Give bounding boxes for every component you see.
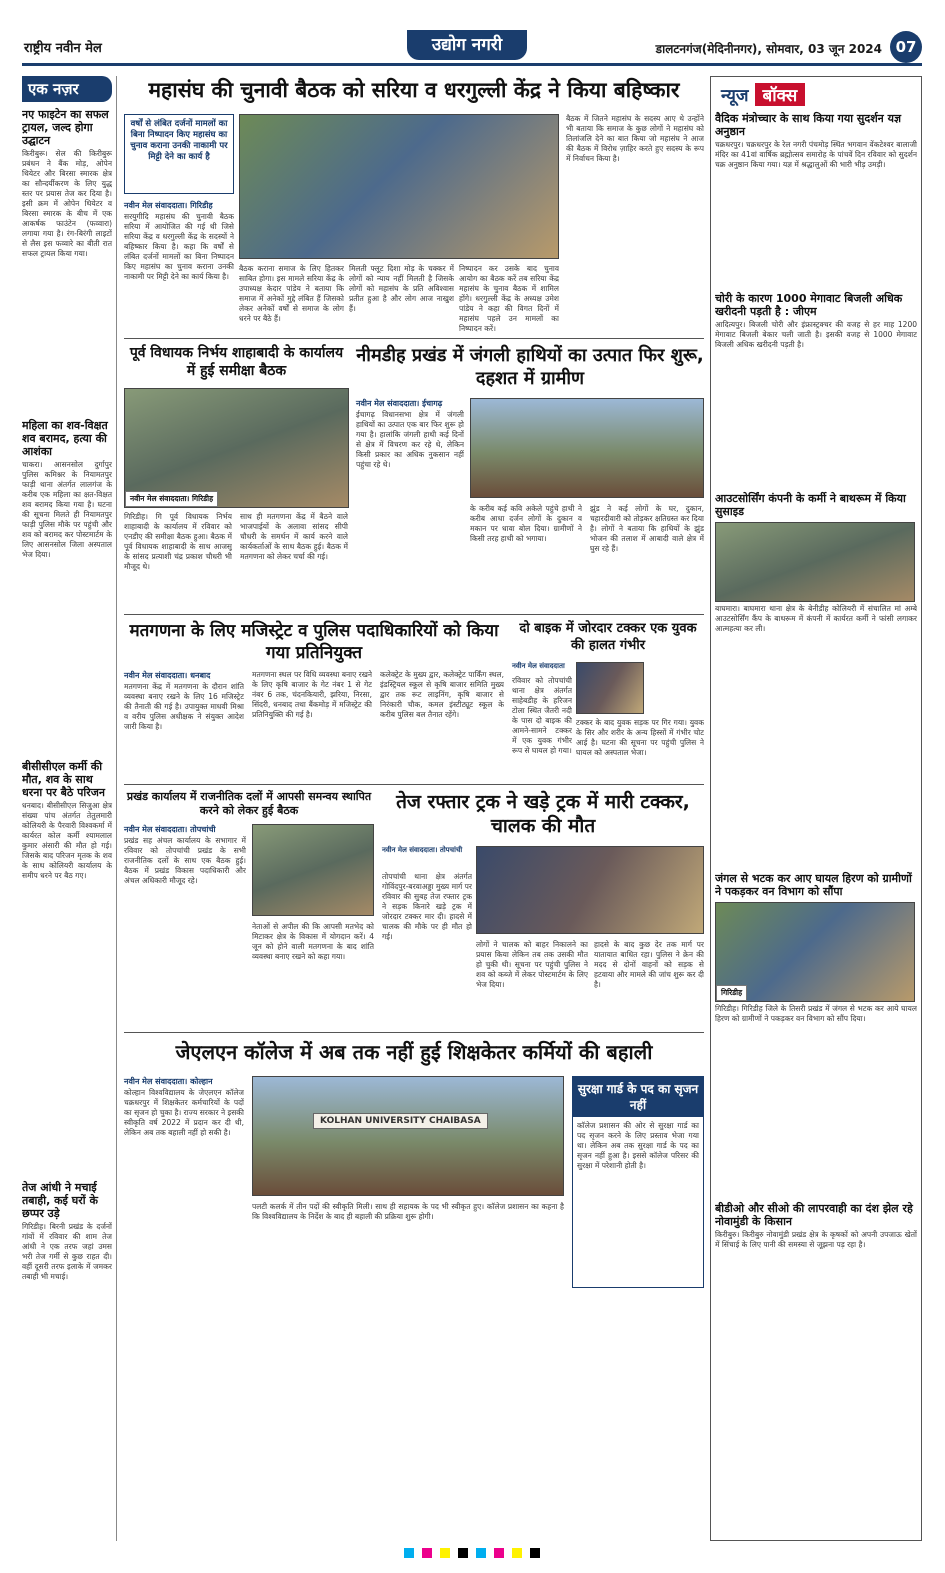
section-title: उद्योग नगरी <box>407 30 527 60</box>
brief-title: नए फाइटेन का सफल ट्रायल, जल्द होगा उद्घाटन <box>22 108 109 147</box>
brief-item <box>22 1181 112 1282</box>
news-item <box>715 487 917 867</box>
story5-photo <box>576 662 644 714</box>
story8-photo <box>252 1076 564 1196</box>
story3-headline: नीमडीह प्रखंड में जंगली हाथियों का उत्पात फिर शुरू, दहशत में ग्रामीण <box>356 345 704 389</box>
story3-photo <box>470 398 704 498</box>
story1-col4: निष्पादन कर उसके बाद चुनाव आयोग का बैठक करें तब सरिया केंद्र महासंघ के चुनाव बैठक में शामिल होंगे। धरगुल्ली केंद्र के अध्यक्ष उमेश पांडेय ने कहा की विगत दिनों में महासंघ पहले उन मामलों का निष्पादन करें। <box>459 264 559 332</box>
cyan-swatch <box>476 1548 486 1558</box>
dateline: डालटनगंज(मेदिनीनगर), सोमवार, 03 जून 2024 <box>655 42 882 56</box>
story4-headline: मतगणना के लिए मजिस्ट्रेट व पुलिस पदाधिकारियों को किया गया प्रतिनियुक्त <box>129 621 499 663</box>
news-box-heading-a: न्यूज <box>721 85 749 106</box>
divider <box>124 338 704 339</box>
story3-col2: के करीब कई कवि अकेले पहुंचे हाथी ने करीब आधा दर्जन लोगों के दुकान व मकान पर धावा बोल दिया। ग्रामीणों ने किसी तरह हाथी को भगाया। <box>470 504 582 543</box>
story2-photo <box>124 388 349 508</box>
story4-byline: नवीन मेल संवाददाता। धनबाद <box>124 671 211 680</box>
news-body: गिरिडीह। गिरिडीह जिले के तिसरी प्रखंड में जंगल से भटक कर आये घायल हिरण को ग्रामीणों ने पकड़कर वन विभाग को सौंप दिया। <box>715 1004 917 1023</box>
story3-col1: ईचागढ़ विधानसभा क्षेत्र में जंगली हाथियों का उत्पात एक बार फिर शुरू हो गया है। हालांकि जंगली हाथी कई दिनों से क्षेत्र में विचरण कर रहे थे, लेकिन किसी प्रकार का अधिक नुकसान नहीं पहुंचा रहे थे। <box>356 410 464 469</box>
story8-headline: जेएलएन कॉलेज में अब तक नहीं हुई शिक्षकेतर कर्मियों की बहाली <box>175 1040 653 1064</box>
news-item <box>715 287 917 487</box>
brand-name: राष्ट्रीय नवीन मेल <box>24 41 102 56</box>
story4-col3: कलेक्ट्रेट के मुख्य द्वार, कलेक्ट्रेट पार्किंग स्थल, इंडस्ट्रियल स्कूल से कृषि बाजार समिति मुख्य द्वार तक रूट लाइनिंग, कृषि बाजार से निरंकारी चौक, कमल इंस्टीट्यूट स्कूल के करीब पुलिस बल तैनात रहेंगे। <box>380 670 504 719</box>
story5-col2: टक्कर के बाद युवक सड़क पर गिर गया। युवक के सिर और शरीर के अन्य हिस्सों में गंभीर चोट आई है। घटना की सूचना पर पहुंची पुलिस ने घायल को अस्पताल भेजा। <box>576 718 704 757</box>
story7-col3: हादसे के बाद कुछ देर तक मार्ग पर यातायात बाधित रहा। पुलिस ने क्रेन की मदद से दोनों वाहनों को सड़क से हटवाया और मामले की जांच शुरू कर दी है। <box>594 940 704 989</box>
news-body: बाघमारा। बाघमारा थाना क्षेत्र के बेनीडीह कोलियरी में संचालित मां अम्बे आउटसोर्सिंग कैंप के बाथरूम में कंपनी में कार्यरत कर्मी ने फांसी लगाकर आत्महत्या कर ली। <box>715 604 917 633</box>
left-column-briefs <box>22 76 117 1541</box>
story1-photo <box>239 114 559 259</box>
story1-headline: महासंघ की चुनावी बैठक को सरिया व धरगुल्ली केंद्र ने किया बहिष्कार <box>148 78 680 102</box>
news-body: आदित्यपुर। बिजली चोरी और इंफ्रास्ट्रक्चर की वजह से हर माह 1200 मेगावाट बिजली बेकार चली जाती है। इसकी वजह से 1000 मेगावाट बिजली अधिक खरीदनी पड़ती है। <box>715 320 917 349</box>
cyan-swatch <box>404 1548 414 1558</box>
brief-item <box>22 419 112 560</box>
story2-body2: साथ ही मतगणना केंद्र में बैठने वाले भाजपाईयों के अलावा सांसद सीपी चौधरी के समर्थन में कार्य करने वाले कार्यकर्ताओं के साथ बैठक हुई। बैठक में मतगणना को लेकर चर्चा की गई। <box>240 512 348 561</box>
news-title: बीडीओ और सीओ की लापरवाही का दंश झेल रहे नोवामुंडी के किसान <box>715 1202 913 1228</box>
story8-byline: नवीन मेल संवाददाता। कोल्हान <box>124 1077 213 1086</box>
story7-photo <box>476 846 704 934</box>
story6-col1: प्रखंड सह अंचल कार्यालय के सभागार में रविवार को तोपचांची प्रखंड के सभी राजनीतिक दलों के साथ एक बैठक हुई। बैठक में प्रखंड विकास पदाधिकारी और अंचल अधिकारी मौजूद रहे। <box>124 836 246 885</box>
story5-headline: दो बाइक में जोरदार टक्कर एक युवक की हालत गंभीर <box>519 621 697 653</box>
brief-title: बीसीसीएल कर्मी की मौत, शव के साथ धरना पर बैठे परिजन <box>22 760 105 799</box>
story6-headline: प्रखंड कार्यालय में राजनीतिक दलों में आपसी समन्वय स्थापित करने को लेकर हुई बैठक <box>126 790 372 817</box>
brief-body: चाकरा। आसनसोल दुर्गापुर पुलिस कमिश्नर के नियामतपुर फाड़ी थाना अंतर्गत लालगंज के करीब एक महिला का क्षत-विक्षत शव बरामद किया गया है। घटना की सूचना मिलते ही नियामतपुर फाड़ी पुलिस मौके पर पहुंची और शव को बरामद कर पोस्टमार्टम के लिए आसनसोल जिला अस्पताल भेज दिया। <box>22 460 112 559</box>
story6-byline: नवीन मेल संवाददाता। तोपचांची <box>124 825 216 834</box>
story3-col3: झुंड ने कई लोगों के घर, दुकान, चहारदीवारी को तोड़कर क्षतिग्रस्त कर दिया है। लोगों ने बताया कि हाथियों के झुंड भोजन की तलाश में आबादी वाले क्षेत्र में घुस रहे हैं। <box>590 504 704 553</box>
brief-title: महिला का शव-विक्षत शव बरामद, हत्या की आशंका <box>22 419 108 458</box>
brief-item <box>22 760 112 881</box>
story8-col2: पलटी कलर्क में तीन पदों की स्वीकृति मिली। साथ ही सहायक के पद भी स्वीकृत हुए। कॉलेज प्रशासन का कहना है कि विश्वविद्यालय के निर्देश के बाद ही बहाली की प्रक्रिया शुरू होगी। <box>252 1202 564 1221</box>
brief-title: तेज आंधी ने मचाई तबाही, कई घरों के छप्पर उड़े <box>22 1181 98 1220</box>
story6-col2: नेताओं से अपील की कि आपसी मतभेद को मिटाकर क्षेत्र के विकास में योगदान करें। 4 जून को होने वाली मतगणना के बाद शांति व्यवस्था बनाए रखने को कहा गया। <box>252 922 374 961</box>
college-sign: KOLHAN UNIVERSITY CHAIBASA <box>313 1113 488 1129</box>
story1-byline: नवीन मेल संवाददाता। गिरिडीह <box>124 201 213 210</box>
story7-col1: तोपचांची थाना क्षेत्र अंतर्गत गोविंदपुर-बरवाअड्डा मुख्य मार्ग पर रविवार की सुबह तेज रफ्तार ट्रक ने सड़क किनारे खड़े ट्रक में जोरदार टक्कर मार दी। हादसे में चालक की मौके पर ही मौत हो गई। <box>382 872 472 941</box>
story5-col1: रविवार को तोपचांची थाना क्षेत्र अंतर्गत साहेबडीह के हरिजन टोला स्थित जैतरी नदी के पास दो बाइक की आमने-सामने टक्कर में एक युवक गंभीर रूप से घायल हो गया। <box>512 676 572 755</box>
newspaper-page <box>22 28 922 1558</box>
page-number: 07 <box>890 31 922 63</box>
story6-photo <box>252 824 374 916</box>
magenta-swatch <box>422 1548 432 1558</box>
news-photo <box>715 902 915 1002</box>
sidebox-body: कॉलेज प्रशासन की ओर से सुरक्षा गार्ड का पद सृजन करने के लिए प्रस्ताव भेजा गया था। लेकिन अब तक सुरक्षा गार्ड के पद का सृजन नहीं हुआ है। इससे कॉलेज परिसर की सुरक्षा में परेशानी होती है। <box>577 1121 699 1170</box>
divider <box>124 784 704 785</box>
news-item <box>715 107 917 287</box>
brief-item <box>22 108 112 259</box>
story7-col2: लोगों ने चालक को बाहर निकालने का प्रयास किया लेकिन तब तक उसकी मौत हो चुकी थी। सूचना पर पहुंची पुलिस ने शव को कब्जे में लेकर पोस्टमार्टम के लिए भेज दिया। <box>476 940 588 989</box>
story2-headline: पूर्व विधायक निर्भय शाहाबादी के कार्यालय में हुई समीक्षा बैठक <box>129 345 344 379</box>
divider <box>124 614 704 615</box>
story2-body1: गिरिडीह। गि पूर्व विधायक निर्भय शाहाबादी के कार्यालय में रविवार को एनडीए की समीक्षा बैठक हुआ। बैठक में पूर्व विधायक शाहाबादी के साथ आजसू के सांसद प्रत्याशी चंद्र प्रकाश चौधरी भी मौजूद थे। <box>124 512 232 571</box>
main-stories <box>124 76 704 1541</box>
news-box-heading <box>715 81 917 107</box>
story7-byline: नवीन मेल संवाददाता। तोपचांची <box>382 846 463 854</box>
news-title: आउटसोर्सिंग कंपनी के कर्मी ने बाथरूम में किया सुसाइड <box>715 492 906 518</box>
news-title: चोरी के कारण 1000 मेगावाट बिजली अधिक खरीदनी पड़ती है : जीएम <box>715 292 903 318</box>
black-swatch <box>530 1548 540 1558</box>
story1-col5: बैठक में जितने महासंघ के सदस्य आए थे उन्होंने भी बताया कि समाज के कुछ लोगों ने महासंघ को तिलांजलि देने का बात किया जो महासंघ ने आज की बैठक में विरोध ज़ाहिर करते हुए सदस्य के रूप में निर्वाचन किया है। <box>566 114 704 163</box>
story3-byline: नवीन मेल संवाददाता। ईचागढ़ <box>356 399 443 408</box>
story7-headline: तेज रफ्तार ट्रक ने खड़े ट्रक में मारी टक्कर, चालक की मौत <box>396 791 690 837</box>
brief-body: किरीबुरू। सेल की किरीबुरू प्रबंधन ने बैंक मोड़, ओपेन थियेटर और बिरसा स्मारक क्षेत्र का सौन्दर्यीकरण के लिए युद्ध स्तर पर प्रयास तेज कर दिया है। इसी क्रम में ओपेन थियेटर व बिरसा स्मारक के बीच में एक आकर्षक फाउंटेन (फव्वारा) लगाया गया है। रंग-बिरंगी लाइटों से लैस इस फव्वारे का बीती रात सफल ट्रायल किया गया। <box>22 149 112 258</box>
printer-color-bar <box>22 1548 922 1558</box>
yellow-swatch <box>512 1548 522 1558</box>
story4-col1: मतगणना केंद्र में मतगणना के दौरान शांति व्यवस्था बनाए रखने के लिए 16 मजिस्ट्रेट की तैनाती की गई है। उपायुक्त माधवी मिश्रा व वरीय पुलिस अधीक्षक ने संयुक्त आदेश जारी किया है। <box>124 682 244 731</box>
story8-sidebox <box>572 1076 704 1288</box>
sidebox-title: सुरक्षा गार्ड के पद का सृजन नहीं <box>573 1077 703 1117</box>
left-column-heading: एक नज़र <box>22 76 112 102</box>
news-body: चक्रधरपुर। चक्रधरपुर के रेल नगरी पंचमोड़ स्थित भगवान वेंकटेश्वर बालाजी मंदिर का 41वां वार्षिक ब्रह्मोत्सव समारोह के पांचवें दिन रविवार को सुदर्शन चक्र अनुष्ठान किया गया। यज्ञ में श्रद्धालुओं की भारी भीड़ उमड़ी। <box>715 140 917 169</box>
brief-body: धनबाद। बीसीसीएल सिजुआ क्षेत्र संख्या पांच अंतर्गत तेतुलमारी कोलियरी के पैरवारी विश्वकर्मा में कार्यरत कोल कर्मी श्यामलाल कुमार अंसारी की मौत हो गई। जिसके बाद परिजन मृतक के शव के साथ कोलियरी कार्यालय के समीप धरने पर बैठ गए। <box>22 801 112 880</box>
news-box-heading-b: बॉक्स <box>755 83 806 106</box>
news-body: किरीबुरु। किरीबुरु नोवामुंडी प्रखंड क्षेत्र के कृषकों को अपनी उपजाऊ खेतों में सिंचाई के लिए पानी की समस्या से जूझना पड़ रहा है। <box>715 1230 917 1249</box>
news-photo-caption: गिरिडीह <box>716 985 747 1001</box>
news-photo <box>715 522 915 602</box>
news-title: जंगल से भटक कर आए घायल हिरण को ग्रामीणों ने पकड़कर वन विभाग को सौंपा <box>715 872 912 898</box>
news-item <box>715 1197 917 1497</box>
right-column-news-box <box>710 76 922 1541</box>
pullquote-text: वर्षों से लंबित दर्जनों मामलों का बिना निष्पादन किए महासंघ का चुनाव कराना उनकी नाकामी पर मिट्टी देने का कार्य है <box>130 119 228 162</box>
magenta-swatch <box>494 1548 504 1558</box>
brief-body: गिरिडीह। बिरनी प्रखंड के दर्जनों गांवों में रविवार की शाम तेज आंधी ने एक तरफ जहां उमस भरी तेज गर्मी से कुछ राहत दी। वहीं दूसरी तरफ इलाके में जमकर तबाही भी मचाई। <box>22 1222 112 1281</box>
story1-col2: बैठक कराना समाज के लिए हितकर साबित होगा। इस मामले सरिया केंद्र के उपाध्यक्ष केदार पांडेय ने बताया कि समाज में अनेकों मुद्दे लंबित हैं जिसको लेकर अनेकों वर्षों से समाज के लोग धरने पर बैठे हैं। <box>239 264 344 323</box>
masthead <box>22 28 922 66</box>
story2-caption: नवीन मेल संवाददाता। गिरिडीह <box>125 491 218 507</box>
story4-col2: मतगणना स्थल पर विधि व्यवस्था बनाए रखने के लिए कृषि बाजार के गेट नंबर 1 से गेट नंबर 6 तक, चंदनकियारी, झरिया, निरसा, सिंदरी, धनबाद तथा बैंकमोड़ में मजिस्ट्रेट की प्रतिनियुक्ति की गई है। <box>252 670 372 719</box>
story1-pullquote <box>124 114 234 194</box>
story5-byline: नवीन मेल संवाददाता <box>512 662 565 670</box>
yellow-swatch <box>440 1548 450 1558</box>
divider <box>124 1032 704 1033</box>
news-item <box>715 867 917 1197</box>
story1-col1: सरयुगीदि महासंघ की चुनावी बैठक सरिया में आयोजित की गई थी जिसे सरिया केंद्र व धरगुल्ली केंद्र के सदस्यों ने बहिष्कार किया है। कहा कि वर्षों से लंबित दर्जनों मामलों का बिना निष्पादन किए महासंघ का चुनाव कराना उनकी नाकामी पर मिट्टी देने का कार्य किया है। <box>124 212 234 281</box>
story8-col1: कोल्हान विश्वविद्यालय के जेएलएन कॉलेज चक्रधरपुर में शिक्षकेतर कर्मचारियों के पदों का सृजन हो चुका है। राज्य सरकार ने इसकी स्वीकृति वर्ष 2022 में प्रदान कर दी थी, लेकिन अब तक बहाली नहीं हो सकी है। <box>124 1088 244 1137</box>
story1-col3: मिलती फ्लूट दिशा मोड़ के चक्कर में लोगों को न्याय नहीं मिलती है जिसके लोगों को महासंघ के प्रति अविश्वास प्रतीत हुआ है और लोग आज नाखुश हैं। <box>349 264 454 313</box>
black-swatch <box>458 1548 468 1558</box>
news-title: वैदिक मंत्रोच्चार के साथ किया गया सुदर्शन यज्ञ अनुष्ठान <box>715 112 902 138</box>
